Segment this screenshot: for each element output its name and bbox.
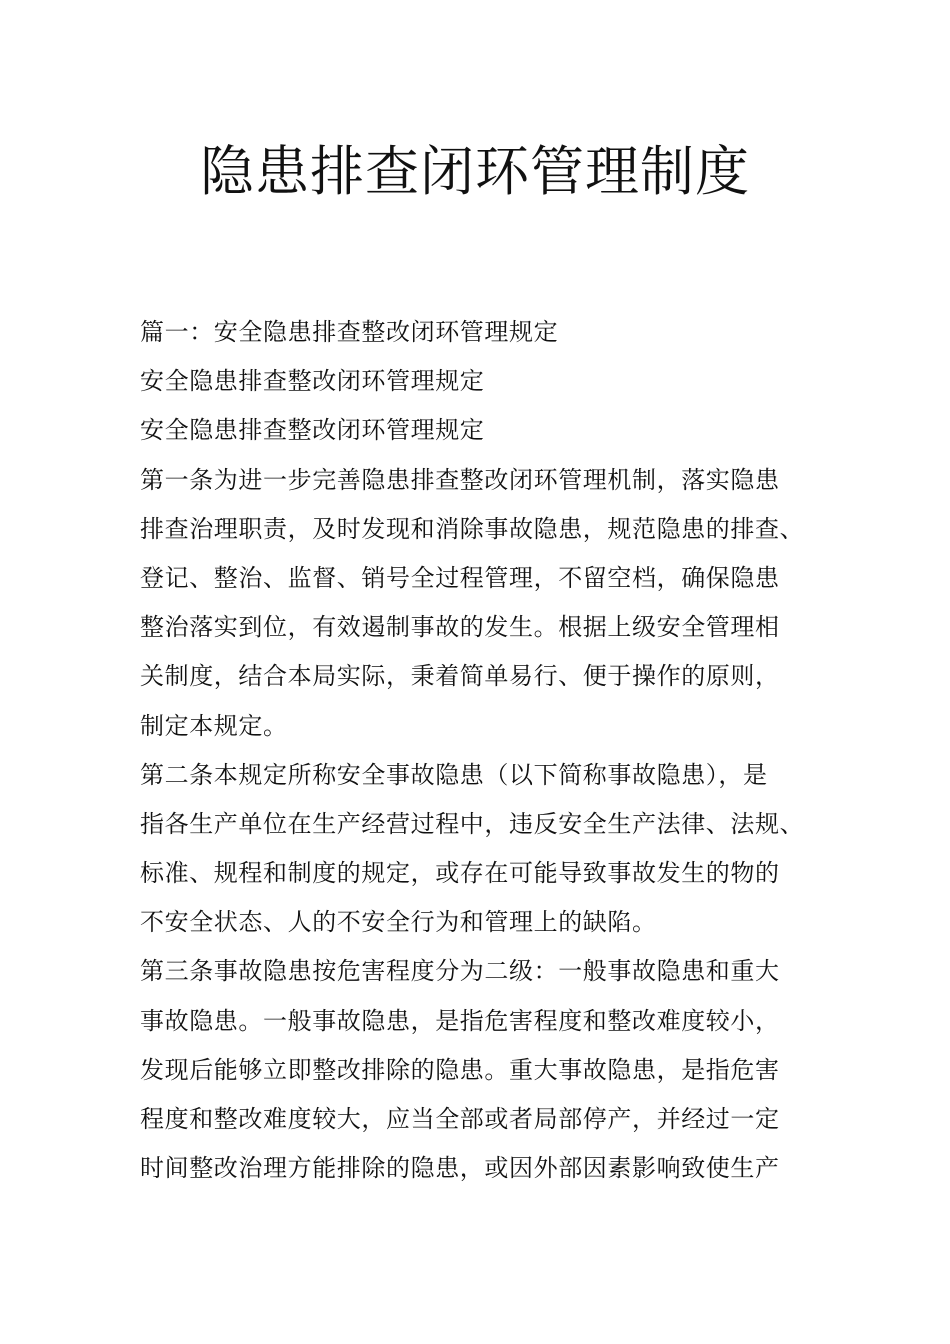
text-line: 整治落实到位，有效遏制事故的发生。根据上级安全管理相 xyxy=(140,613,780,642)
text-line: 时间整改治理方能排除的隐患，或因外部因素影响致使生产 xyxy=(140,1154,780,1183)
document-body xyxy=(140,308,840,1193)
text-line: 关制度，结合本局实际，秉着简单易行、便于操作的原则， xyxy=(140,662,780,691)
text-line: 事故隐患。一般事故隐患，是指危害程度和整改难度较小， xyxy=(140,1006,780,1035)
text-line: 安全隐患排查整改闭环管理规定 xyxy=(140,367,485,396)
text-line: 标准、规程和制度的规定，或存在可能导致事故发生的物的 xyxy=(140,859,780,888)
text-line: 制定本规定。 xyxy=(140,711,288,740)
text-line: 第二条本规定所称安全事故隐患（以下简称事故隐患），是 xyxy=(140,760,768,789)
text-line: 发现后能够立即整改排除的隐患。重大事故隐患，是指危害 xyxy=(140,1055,780,1084)
text-line: 排查治理职责，及时发现和消除事故隐患，规范隐患的排查、 xyxy=(140,514,805,543)
text-line: 第三条事故隐患按危害程度分为二级：一般事故隐患和重大 xyxy=(140,957,780,986)
text-line: 篇一：安全隐患排查整改闭环管理规定 xyxy=(140,318,559,346)
text-line: 登记、整治、监督、销号全过程管理，不留空档，确保隐患 xyxy=(140,563,780,592)
text-line: 程度和整改难度较大，应当全部或者局部停产，并经过一定 xyxy=(140,1105,780,1133)
text-line: 安全隐患排查整改闭环管理规定 xyxy=(140,416,485,445)
text-line: 不安全状态、人的不安全行为和管理上的缺陷。 xyxy=(140,908,657,937)
document-title: 隐患排查闭环管理制度 xyxy=(200,140,750,203)
text-line: 第一条为进一步完善隐患排查整改闭环管理机制，落实隐患 xyxy=(140,465,780,494)
text-line: 指各生产单位在生产经营过程中，违反安全生产法律、法规、 xyxy=(140,809,805,838)
